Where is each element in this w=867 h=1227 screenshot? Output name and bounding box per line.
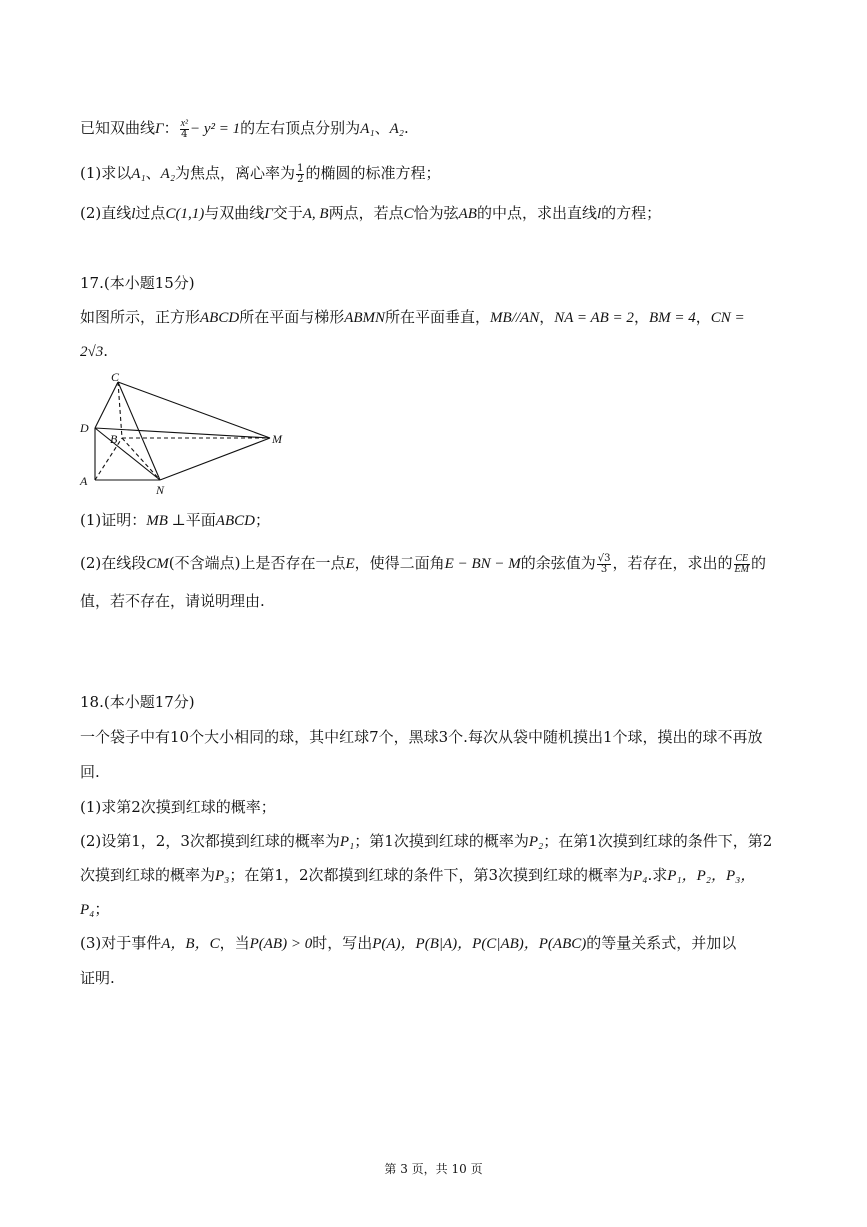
label-D: D <box>80 421 89 435</box>
label-B: B <box>110 432 118 446</box>
q16-part1: (1)求以A₁、A₂为焦点，离心率为 $\frac{1}{2}$ 的椭圆的标准方程； <box>80 162 441 185</box>
q17-geometry-figure <box>78 370 298 502</box>
q18-part2-cont: 次摸到红球的概率为P₃；在第1，2次都摸到红球的条件下，第3次摸到红球的概率为P₄.求P₁，P₂，P₃， <box>80 866 756 884</box>
label-N: N <box>156 483 165 497</box>
page-footer: 第 3 页，共 10 页 <box>384 1162 483 1176</box>
q17-part2-cont: 值，若不存在，请说明理由. <box>80 592 265 610</box>
q18-part2-end: P₄； <box>80 900 110 918</box>
q17-statement: 如图所示，正方形ABCD所在平面与梯形ABMN所在平面垂直，MB//AN，NA = AB = 2，BM = 4，CN = <box>80 308 745 326</box>
q18-header: 18.(本小题17分) <box>80 693 195 711</box>
label-A: A <box>80 474 88 488</box>
q17-header: 17.(本小题15分) <box>80 274 195 292</box>
q18-line1: 一个袋子中有10个大小相同的球，其中红球7个，黑球3个.每次从袋中随机摸出1个球，摸出的球不再放 <box>80 728 763 746</box>
q17-ratio-fraction: $\frac{CE}{EM}$ <box>734 552 749 575</box>
label-M: M <box>272 432 282 446</box>
q18-part2: (2)设第1，2，3次都摸到红球的概率为P₁；第1次摸到红球的概率为P₂；在第1次摸到红球的条件下，第2 <box>80 832 773 850</box>
label-C: C <box>111 370 120 384</box>
q18-line2: 回. <box>80 763 100 781</box>
q16-fraction: $\frac{\text{x²}}{4}$ <box>180 117 189 140</box>
q17-statement-cont: 2√3. <box>80 342 109 360</box>
q17-part1: (1)证明：MB ⊥平面ABCD； <box>80 511 270 529</box>
q16-intro: 已知双曲线Γ： $\frac{\text{x²}}{4}$ − y² = 1的左右顶点分别为A₁、A₂. <box>80 117 409 140</box>
q18-part3-cont: 证明. <box>80 969 115 987</box>
q18-part1: (1)求第2次摸到红球的概率； <box>80 798 276 816</box>
q17-part2: (2)在线段CM(不含端点)上是否存在一点E，使得二面角E − BN − M的余弦值为 $\frac{√3}{3}$ ，若存在，求出的 $\frac{CE}{EM}$ 的 <box>80 552 766 575</box>
q16-part2: (2)直线l过点C(1,1)与双曲线Γ交于A, B两点，若点C恰为弦AB的中点，求出直线l的方程； <box>80 204 662 222</box>
q17-cos-fraction: $\frac{√3}{3}$ <box>597 552 611 575</box>
q16-ecc-fraction: $\frac{1}{2}$ <box>297 162 304 185</box>
q18-part3: (3)对于事件A，B，C，当P(AB) > 0时，写出P(A)，P(B|A)，P(C|AB)，P(ABC)的等量关系式，并加以 <box>80 934 737 952</box>
